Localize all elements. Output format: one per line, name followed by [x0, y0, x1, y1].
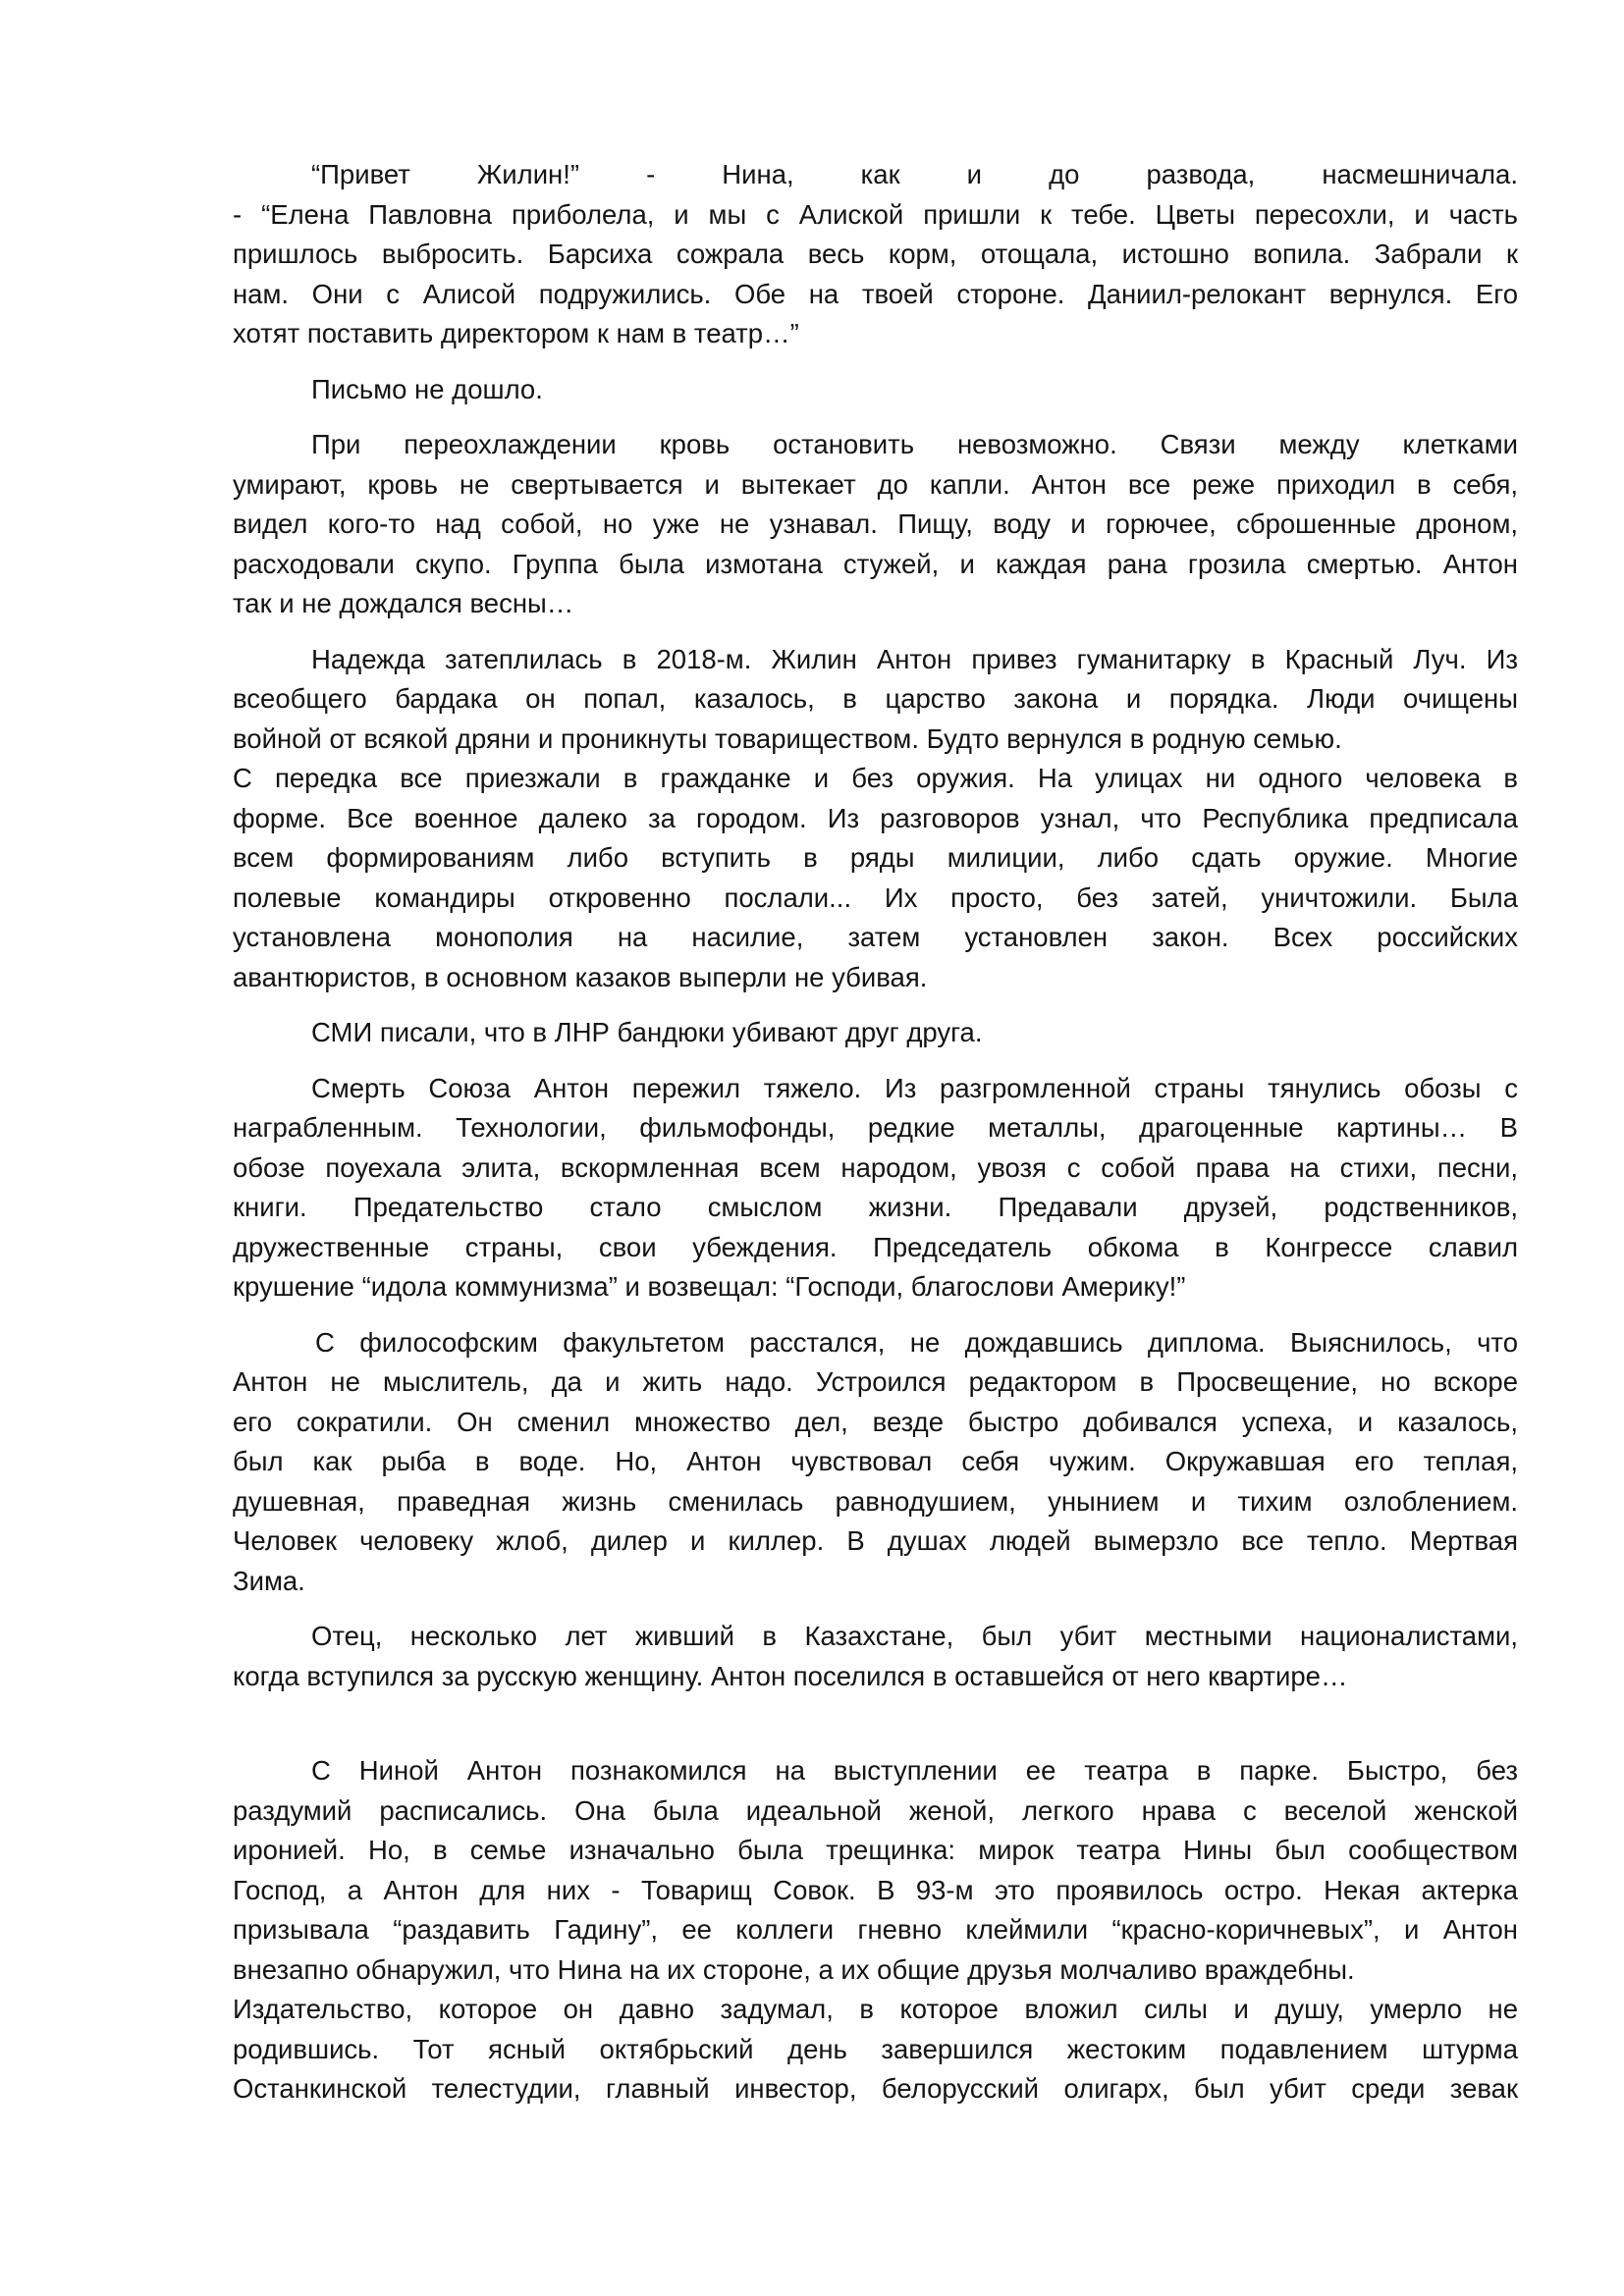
paragraph-hypothermia [233, 425, 1518, 624]
text-line: всем формированиям либо вступить в ряды милиции, либо сдать оружие. Многие [233, 842, 1518, 873]
text-line: пришлось выбросить. Барсиха сожрала весь корм, отощала, истошно вопила. Забрали к [233, 239, 1518, 269]
text-line: внезапно обнаружил, что Нина на их стороне, а их общие друзья молчаливо враждебны. [233, 1953, 1355, 1985]
text-line: Антон не мыслитель, да и жить надо. Устроился редактором в Просвещение, но вскоре [233, 1366, 1518, 1397]
text-line: был как рыба в воде. Но, Антон чувствовал себя чужим. Окружавшая его теплая, [233, 1446, 1518, 1476]
text-line: СМИ писали, что в ЛНР бандюки убивают друг друга. [311, 1017, 983, 1047]
text-line: книги. Предательство стало смыслом жизни. Предавали друзей, родственников, [233, 1192, 1518, 1222]
text-line: “Привет Жилин!” - Нина, как и до развода, насмешничала. [311, 159, 1518, 189]
paragraph-death-of-union [233, 1069, 1518, 1308]
paragraph-hope-2018 [233, 640, 1518, 998]
paragraph-philosophy-faculty [233, 1323, 1518, 1602]
text-line: форме. Все военное далеко за городом. Из разговоров узнал, что Республика предписала [233, 802, 1518, 833]
text-line: всеобщего бардака он попал, казалось, в царство закона и порядка. Люди очищены [233, 683, 1518, 714]
text-line: С философским факультетом расстался, не дождавшись диплома. Выяснилось, что [315, 1326, 1518, 1358]
text-line: обозе поуехала элита, вскормленная всем народом, увозя с собой права на стихи, песни, [233, 1151, 1518, 1183]
document-page [233, 155, 1518, 2125]
text-line: когда вступился за русскую женщину. Антон поселился в оставшейся от него квартире… [233, 1660, 1348, 1691]
text-line: призывала “раздавить Гадину”, ее коллеги гневно клеймили “красно-коричневых”, и Антон [233, 1914, 1518, 1945]
text-line: Письмо не дошло. [311, 373, 543, 404]
text-line: войной от всякой дряни и проникнуты товариществом. Будто вернулся в родную семью. [233, 722, 1342, 754]
text-line: душевная, праведная жизнь сменилась равнодушием, унынием и тихим озлоблением. [233, 1485, 1518, 1517]
text-line: Издательство, которое он давно задумал, в которое вложил силы и душу, умерло не [233, 1994, 1518, 2024]
text-line: авантюристов, в основном казаков выперли не убивая. [233, 961, 928, 992]
text-line: дружественные страны, свои убеждения. Председатель обкома в Конгрессе славил [233, 1231, 1518, 1262]
text-line: Человек человеку жлоб, дилер и киллер. В душах людей вымерзло все тепло. Мертвая [233, 1525, 1518, 1556]
text-line: Господ, а Антон для них - Товарищ Совок. В 93-м это проявилось остро. Некая актерка [233, 1874, 1518, 1905]
text-line: Надежда затеплилась в 2018-м. Жилин Антон привез гуманитарку в Красный Луч. Из [311, 643, 1518, 674]
text-line: хотят поставить директором к нам в театр…” [233, 318, 799, 348]
text-line: его сократили. Он сменил множество дел, везде быстро добивался успеха, и казалось, [233, 1406, 1518, 1437]
text-line: крушение “идола коммунизма” и возвещал: “Господи, благослови Америку!” [233, 1271, 1186, 1302]
text-line: родившись. Тот ясный октябрьский день завершился жестоким подавлением штурма [233, 2033, 1518, 2064]
paragraph-media [233, 1013, 1518, 1053]
text-line: - “Елена Павловна приболела, и мы с Алиской пришли к тебе. Цветы пересохли, и часть [233, 198, 1518, 230]
paragraph-nina [233, 1751, 1518, 2109]
paragraph-letter-not-delivered [233, 370, 1518, 410]
text-line: С передка все приезжали в гражданке и без оружия. На улицах ни одного человека в [233, 763, 1518, 793]
text-line: При переохлаждении кровь остановить невозможно. Связи между клетками [311, 429, 1518, 459]
text-line: награбленным. Технологии, фильмофонды, редкие металлы, драгоценные картины… В [233, 1112, 1518, 1143]
text-line: Останкинской телестудии, главный инвестор, белорусский олигарх, был убит среди зевак [233, 2073, 1518, 2104]
text-line: Отец, несколько лет живший в Казахстане, был убит местными националистами, [311, 1621, 1518, 1651]
text-line: видел кого-то над собой, но уже не узнавал. Пищу, воду и горючее, сброшенные дроном, [233, 508, 1518, 539]
paragraph-letter [233, 155, 1518, 354]
text-line: С Ниной Антон познакомился на выступлении ее театра в парке. Быстро, без [311, 1755, 1518, 1786]
text-line: умирают, кровь не свертывается и вытекает до капли. Антон все реже приходил в себя, [233, 468, 1518, 500]
text-line: расходовали скупо. Группа была измотана стужей, и каждая рана грозила смертью. Антон [233, 548, 1518, 579]
text-line: раздумий расписались. Она была идеальной женой, легкого нрава с веселой женской [233, 1794, 1518, 1826]
paragraph-father [233, 1617, 1518, 1696]
text-line: иронией. Но, в семье изначально была трещинка: мирок театра Нины был сообществом [233, 1835, 1518, 1865]
text-line: полевые командиры откровенно послали... Их просто, без затей, уничтожили. Была [233, 881, 1518, 913]
text-line: установлена монополия на насилие, затем установлен закон. Всех российских [233, 922, 1518, 952]
text-line: Зима. [233, 1565, 305, 1596]
text-line: так и не дождался весны… [233, 588, 574, 618]
text-line: Смерть Союза Антон пережил тяжело. Из разгромленной страны тянулись обозы с [311, 1072, 1518, 1103]
text-line: нам. Они с Алисой подружились. Обе на твоей стороне. Даниил-релокант вернулся. Его [233, 278, 1518, 309]
